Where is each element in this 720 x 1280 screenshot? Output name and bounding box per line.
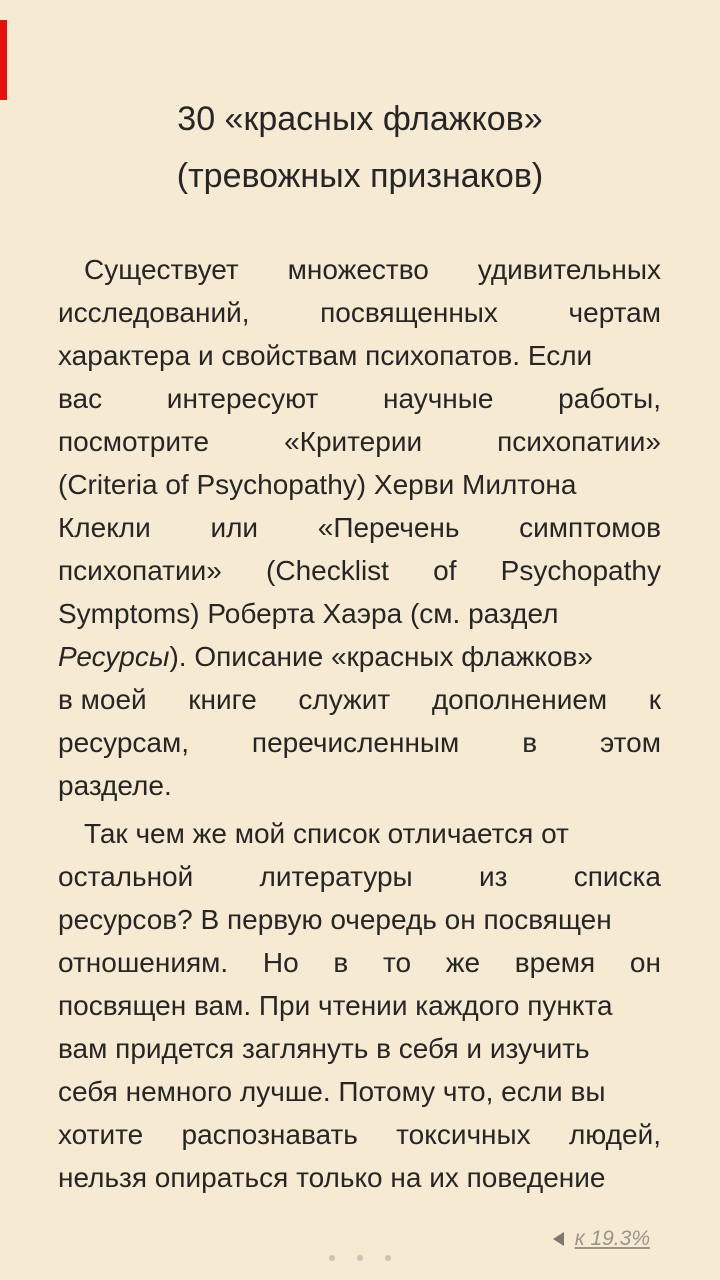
text-line: Symptoms) Роберта Хаэра (см. раздел	[58, 598, 559, 629]
word: чертам	[568, 297, 661, 328]
word: интересуют	[166, 383, 319, 414]
word: вас	[58, 383, 103, 414]
text-line	[58, 377, 661, 420]
word: исследований,	[58, 297, 250, 328]
text-line: себя немного лучше. Потому что, если вы	[58, 1076, 606, 1107]
text-line: посвящен вам. При чтении каждого пункта	[58, 990, 613, 1021]
word: психопатии»	[497, 426, 661, 457]
word: посвященных	[320, 297, 498, 328]
text-line	[58, 291, 661, 334]
text-line	[58, 855, 661, 898]
back-to-position-link[interactable]	[553, 1227, 650, 1251]
word: хотите	[58, 1119, 144, 1150]
word: же	[445, 947, 481, 978]
word: «Перечень	[317, 512, 460, 543]
word: работы,	[558, 383, 661, 414]
paragraph	[58, 812, 661, 1199]
text-line	[58, 506, 661, 549]
word: Но	[262, 947, 299, 978]
text-line	[58, 1113, 661, 1156]
word: Существует	[84, 254, 239, 285]
word: удивительных	[477, 254, 661, 285]
resources-reference[interactable]: Ресурсы	[58, 641, 170, 672]
word: токсичных	[396, 1119, 531, 1150]
word: (Checklist	[266, 555, 389, 586]
word: ресурсам,	[58, 727, 190, 758]
reader-content	[58, 248, 661, 1199]
word: психопатии»	[58, 555, 222, 586]
word: или	[210, 512, 259, 543]
page-dot	[357, 1255, 363, 1261]
word: распознавать	[181, 1119, 358, 1150]
text-line	[58, 721, 661, 764]
word: перечисленным	[251, 727, 460, 758]
text-line	[58, 549, 661, 592]
word: «Критерии	[284, 426, 423, 457]
word: людей,	[568, 1119, 661, 1150]
word: остальной	[58, 861, 194, 892]
chapter-title-line: 30 «красных флажков»	[177, 100, 543, 138]
page-indicator	[0, 1255, 720, 1261]
text-line	[58, 635, 661, 678]
paragraph	[58, 248, 661, 807]
page-dot	[385, 1255, 391, 1261]
word: то	[382, 947, 412, 978]
word: множество	[287, 254, 429, 285]
text-line	[58, 941, 661, 984]
progress-link-text[interactable]: к 19.3%	[574, 1227, 650, 1250]
text-line: разделе.	[58, 770, 172, 801]
word: в	[333, 947, 349, 978]
word: в моей	[58, 684, 147, 715]
word: к	[648, 684, 661, 715]
word: дополнением	[431, 684, 608, 715]
text-line: (Criteria of Psychopathy) Херви Милтона	[58, 469, 577, 500]
word: научные	[383, 383, 494, 414]
back-triangle-icon	[553, 1232, 564, 1246]
text-line	[58, 678, 661, 721]
word: списка	[573, 861, 661, 892]
text-line: Так чем же мой список отличается от	[84, 818, 569, 849]
word: книге	[188, 684, 257, 715]
text-line: вам придется заглянуть в себя и изучить	[58, 1033, 590, 1064]
word: этом	[599, 727, 661, 758]
page-dot	[329, 1255, 335, 1261]
word: посмотрите	[58, 426, 210, 457]
word: служит	[298, 684, 391, 715]
word: из	[478, 861, 508, 892]
text-fragment: ). Описание «красных флажков»	[169, 641, 593, 672]
text-line: ресурсов? В первую очередь он посвящен	[58, 904, 612, 935]
word: литературы	[259, 861, 413, 892]
word: Psychopathy	[500, 555, 661, 586]
word: симптомов	[519, 512, 661, 543]
text-line	[58, 248, 661, 291]
word: отношениям.	[58, 947, 229, 978]
chapter-title	[0, 91, 720, 205]
text-line: нельзя опираться только на их поведение	[58, 1162, 606, 1193]
text-line: характера и свойствам психопатов. Если	[58, 340, 593, 371]
word: в	[522, 727, 538, 758]
chapter-title-line: (тревожных признаков)	[176, 157, 544, 195]
word: of	[433, 555, 457, 586]
word: Клекли	[58, 512, 151, 543]
bookmark-marker[interactable]	[0, 20, 7, 100]
word: время	[514, 947, 596, 978]
word: он	[629, 947, 661, 978]
text-line	[58, 420, 661, 463]
